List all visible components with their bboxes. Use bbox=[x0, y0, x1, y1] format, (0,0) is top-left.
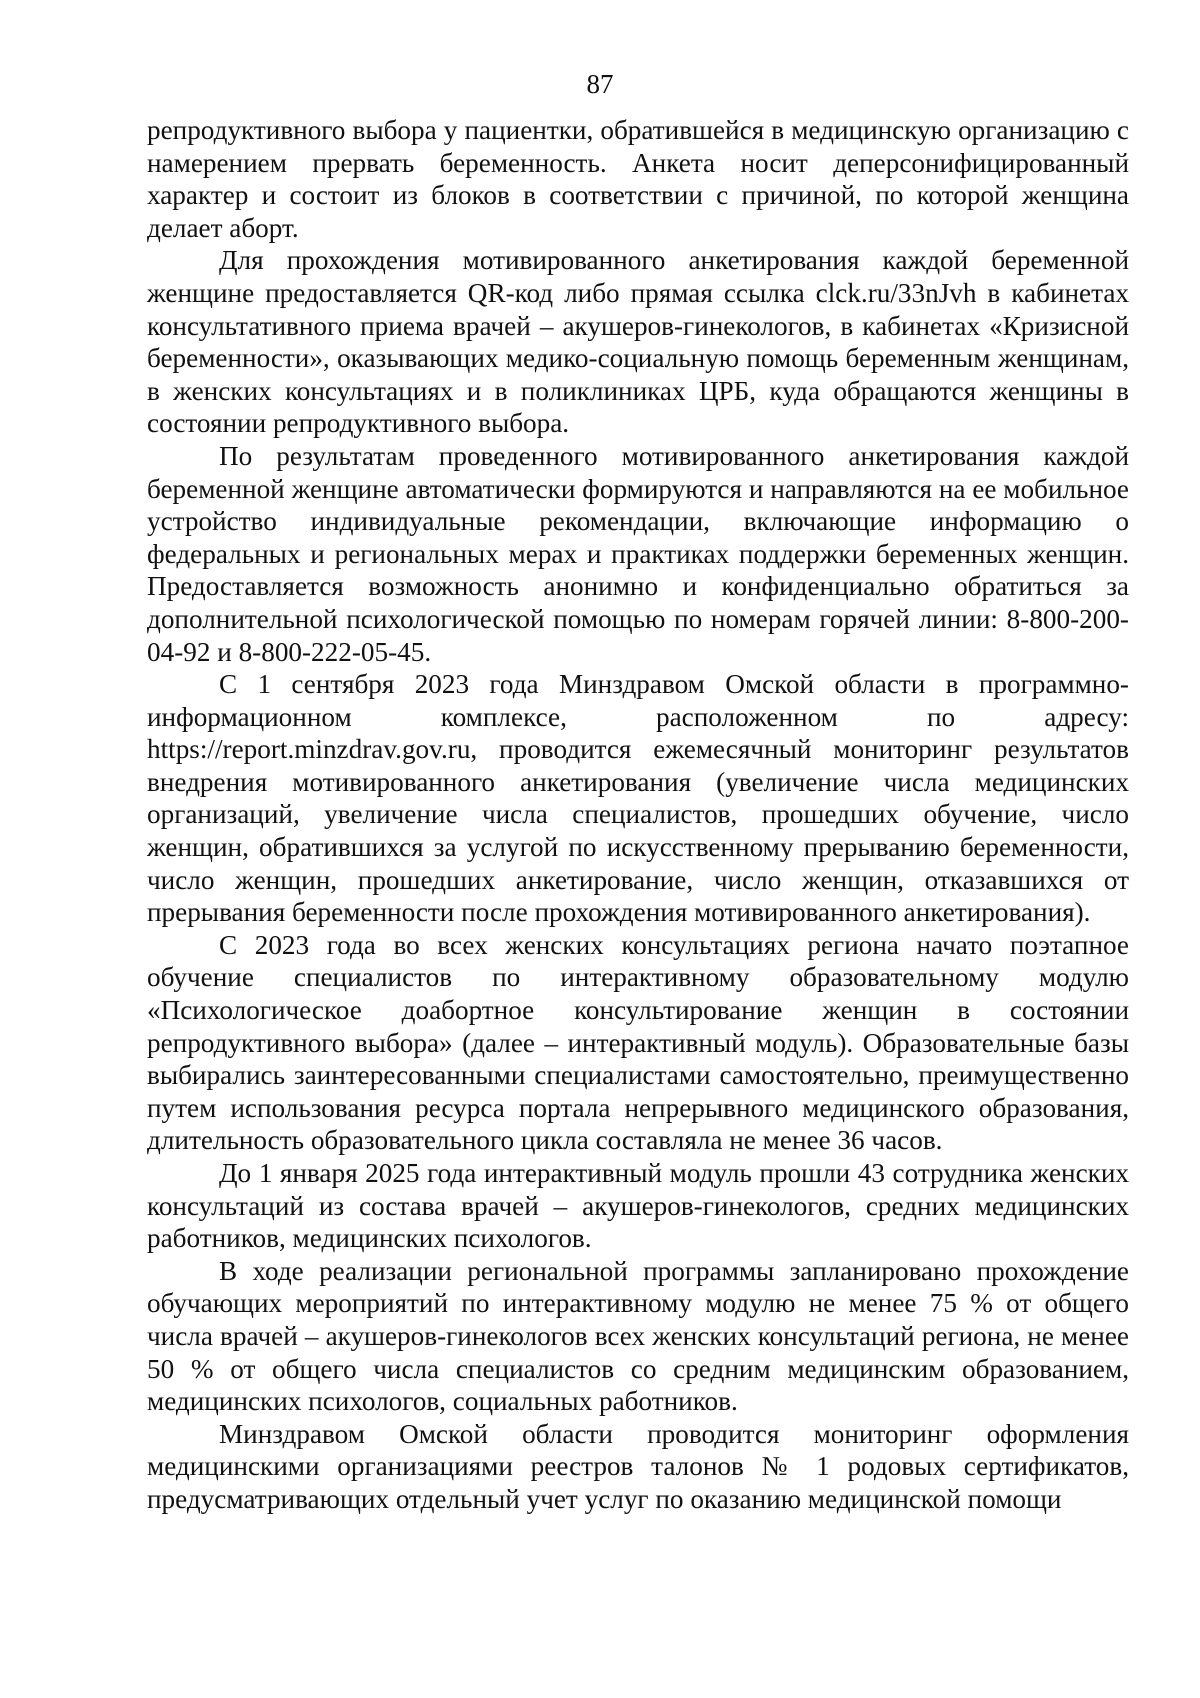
paragraph-training-results: До 1 января 2025 года интерактивный модуль прошли 43 сотрудника женских консультаций из состава врачей – акушеров-гинекологов, средних медицинских работников, медицинских психологов. bbox=[147, 1158, 1129, 1254]
paragraph-qr-survey-access: Для прохождения мотивированного анкетирования каждой беременной женщине предоставляется QR-код либо прямая ссылка clck.ru/33nJvh в кабинетах консультативного приема врачей – акушеров-гинекологов, в кабинетах «Кризисной беременности», оказывающих медико-социальную помощь беременным женщинам, в женских консультациях и в поликлиниках ЦРБ, куда обращаются женщины в состоянии репродуктивного выбора. bbox=[147, 245, 1129, 439]
document-body bbox=[147, 114, 1129, 1516]
page-number: 87 bbox=[586, 69, 614, 99]
paragraph-planned-training: В ходе реализации региональной программы запланировано прохождение обучающих мероприятий по интерактивному модулю не менее 75 % от общего числа врачей – акушеров-гинекологов всех женских консультаций региона, не менее 50 % от общего числа специалистов со средним медицинским образованием, медицинских психологов, социальных работников. bbox=[147, 1255, 1129, 1417]
paragraph-monitoring: С 1 сентября 2023 года Минздравом Омской области в программно-информационном комплексе, расположенном по адресу: https://report.minzdrav.gov.ru, проводится ежемесячный мониторинг результатов внедрения мотивированного анкетирования (увеличение числа медицинских организаций, увеличение числа специалистов, прошедших обучение, число женщин, обратившихся за услугой по искусственному прерыванию беременности, число женщин, прошедших анкетирование, число женщин, отказавшихся от прерывания беременности после прохождения мотивированного анкетирования). bbox=[147, 669, 1129, 928]
paragraph-survey-results: По результатам проведенного мотивированного анкетирования каждой беременной женщине автоматически формируются и направляются на ее мобильное устройство индивидуальные рекомендации, включающие информацию о федеральных и региональных мерах и практиках поддержки беременных женщин. Предоставляется возможность анонимно и конфиденциально обратиться за дополнительной психологической помощью по номерам горячей линии: 8-800-200-04-92 и 8-800-222-05-45. bbox=[147, 440, 1129, 667]
paragraph-certificate-monitoring: Минздравом Омской области проводится мониторинг оформления медицинскими организациями реестров талонов № 1 родовых сертификатов, предусматривающих отдельный учет услуг по оказанию медицинской помощи bbox=[147, 1418, 1129, 1514]
paragraph-training: С 2023 года во всех женских консультациях региона начато поэтапное обучение специалистов по интерактивному образовательному модулю «Психологическое доабортное консультирование женщин в состоянии репродуктивного выбора» (далее – интерактивный модуль). Образовательные базы выбирались заинтересованными специалистами самостоятельно, преимущественно путем использования ресурса портала непрерывного медицинского образования, длительность образовательного цикла составляла не менее 36 часов. bbox=[147, 929, 1129, 1156]
paragraph-continuation: репродуктивного выбора у пациентки, обратившейся в медицинскую организацию с намерением прервать беременность. Анкета носит деперсонифицированный характер и состоит из блоков в соответствии с причиной, по которой женщина делает аборт. bbox=[147, 115, 1129, 243]
